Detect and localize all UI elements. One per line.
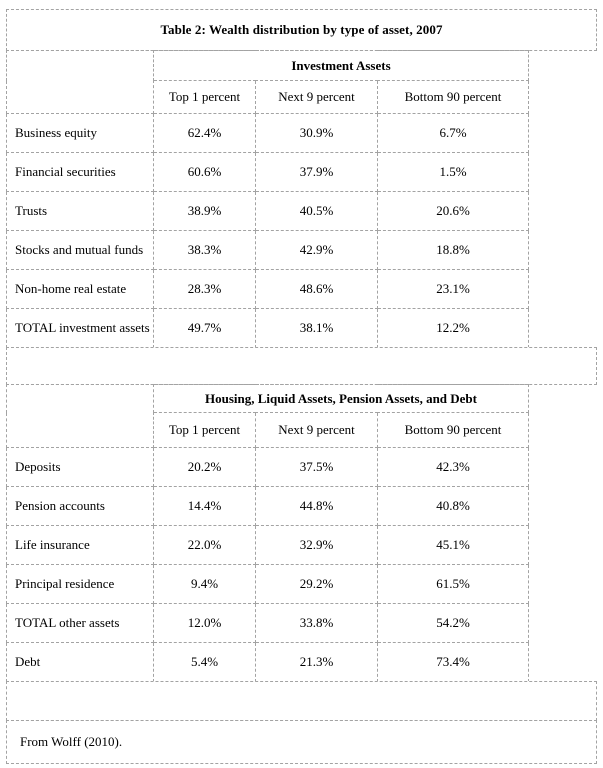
value-cell: 38.9% (154, 192, 256, 231)
value-cell: 49.7% (154, 309, 256, 348)
table-row (7, 114, 529, 153)
column-header-bottom90: Bottom 90 percent (378, 413, 529, 448)
column-header-top1: Top 1 percent (154, 81, 256, 114)
row-label: Financial securities (7, 153, 154, 192)
value-cell: 20.2% (154, 448, 256, 487)
table-row (7, 153, 529, 192)
value-cell: 20.6% (378, 192, 529, 231)
value-cell: 54.2% (378, 604, 529, 643)
section-2-header: Housing, Liquid Assets, Pension Assets, and Debt (154, 385, 529, 413)
value-cell: 38.3% (154, 231, 256, 270)
row-label: Stocks and mutual funds (7, 231, 154, 270)
source-note-box (6, 720, 597, 764)
value-cell: 12.0% (154, 604, 256, 643)
value-cell: 42.9% (256, 231, 378, 270)
value-cell: 48.6% (256, 270, 378, 309)
value-cell: 38.1% (256, 309, 378, 348)
table-row (7, 231, 529, 270)
row-label: Life insurance (7, 526, 154, 565)
investment-assets-table (6, 50, 529, 348)
corner-cell (7, 51, 154, 114)
value-cell: 44.8% (256, 487, 378, 526)
value-cell: 28.3% (154, 270, 256, 309)
row-label: TOTAL investment assets (7, 309, 154, 348)
value-cell: 61.5% (378, 565, 529, 604)
table-title: Table 2: Wealth distribution by type of asset, 2007 (160, 22, 443, 37)
table-row (7, 526, 529, 565)
row-label: Principal residence (7, 565, 154, 604)
footer-spacer (6, 681, 597, 721)
row-label: Deposits (7, 448, 154, 487)
value-cell: 30.9% (256, 114, 378, 153)
value-cell: 40.8% (378, 487, 529, 526)
section-header-row (7, 385, 529, 413)
value-cell: 18.8% (378, 231, 529, 270)
table-title-box (6, 9, 597, 51)
section-header-row (7, 51, 529, 81)
table-row (7, 565, 529, 604)
value-cell: 12.2% (378, 309, 529, 348)
value-cell: 32.9% (256, 526, 378, 565)
value-cell: 33.8% (256, 604, 378, 643)
value-cell: 60.6% (154, 153, 256, 192)
value-cell: 73.4% (378, 643, 529, 682)
source-note: From Wolff (2010). (20, 734, 123, 749)
value-cell: 21.3% (256, 643, 378, 682)
table-row-total (7, 604, 529, 643)
table-row (7, 487, 529, 526)
row-label: Non-home real estate (7, 270, 154, 309)
value-cell: 22.0% (154, 526, 256, 565)
table-row-total (7, 309, 529, 348)
column-header-next9: Next 9 percent (256, 81, 378, 114)
value-cell: 40.5% (256, 192, 378, 231)
value-cell: 42.3% (378, 448, 529, 487)
row-label: Trusts (7, 192, 154, 231)
column-header-next9: Next 9 percent (256, 413, 378, 448)
value-cell: 62.4% (154, 114, 256, 153)
row-label: TOTAL other assets (7, 604, 154, 643)
other-assets-table (6, 384, 529, 682)
value-cell: 23.1% (378, 270, 529, 309)
section-spacer (6, 347, 597, 385)
value-cell: 1.5% (378, 153, 529, 192)
value-cell: 29.2% (256, 565, 378, 604)
value-cell: 6.7% (378, 114, 529, 153)
row-label: Business equity (7, 114, 154, 153)
corner-cell (7, 385, 154, 448)
table-row (7, 270, 529, 309)
column-header-top1: Top 1 percent (154, 413, 256, 448)
table-row (7, 643, 529, 682)
column-header-bottom90: Bottom 90 percent (378, 81, 529, 114)
row-label: Pension accounts (7, 487, 154, 526)
value-cell: 45.1% (378, 526, 529, 565)
table-row (7, 448, 529, 487)
table-row (7, 192, 529, 231)
value-cell: 5.4% (154, 643, 256, 682)
row-label: Debt (7, 643, 154, 682)
value-cell: 37.5% (256, 448, 378, 487)
value-cell: 9.4% (154, 565, 256, 604)
value-cell: 37.9% (256, 153, 378, 192)
value-cell: 14.4% (154, 487, 256, 526)
section-1-header: Investment Assets (154, 51, 529, 81)
